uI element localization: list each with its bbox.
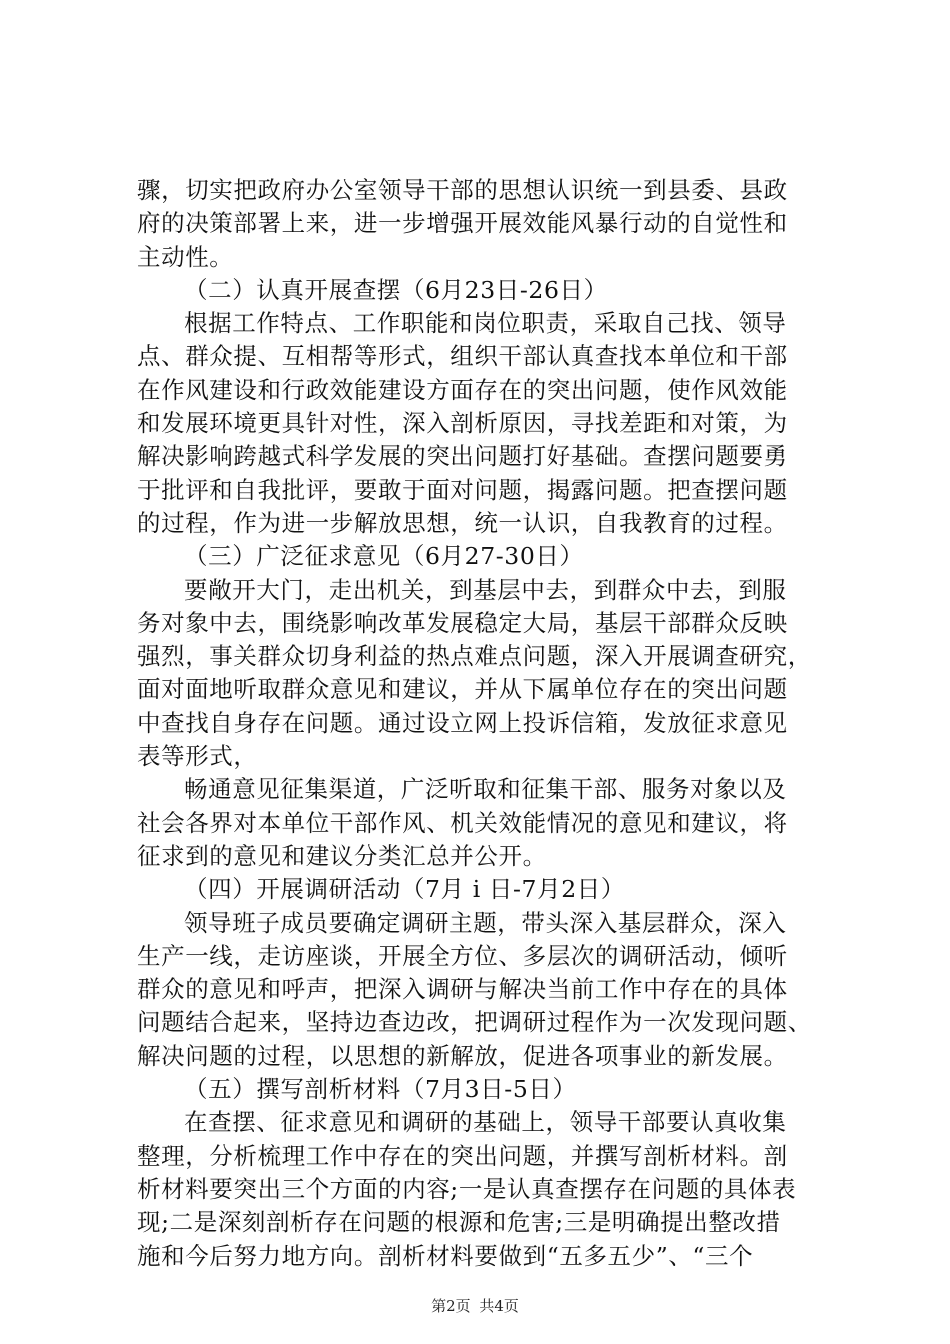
page-total: 共4页: [479, 1297, 519, 1315]
paragraph-line: 中查找自身存在问题。通过设立网上投诉信箱，发放征求意见: [137, 708, 788, 737]
paragraph-line: 问题结合起来，坚持边查边改，把调研过程作为一次发现问题、: [137, 1008, 812, 1037]
paragraph-line: 群众的意见和呼声，把深入调研与解决当前工作中存在的具体: [137, 975, 788, 1004]
paragraph-line: 整理，分析梳理工作中存在的突出问题，并撰写剖析材料。剖: [137, 1141, 788, 1170]
paragraph-line: 务对象中去，围绕影响改革发展稳定大局，基层干部群众反映: [137, 608, 788, 637]
paragraph-line: 生产一线，走访座谈，开展全方位、多层次的调研活动，倾听: [137, 941, 788, 970]
paragraph-line: 的过程，作为进一步解放思想，统一认识，自我教育的过程。: [137, 508, 788, 537]
section-heading: （三）广泛征求意见（6月27-30日）: [184, 542, 584, 571]
page-number: 第2页: [431, 1297, 471, 1315]
paragraph-line: 强烈，事关群众切身利益的热点难点问题，深入开展调查研究，: [137, 642, 812, 671]
section-heading: （五）撰写剖析材料（7月3日-5日）: [184, 1075, 577, 1104]
paragraph-line: 征求到的意见和建议分类汇总并公开。: [137, 841, 547, 870]
paragraph-line: 点、群众提、互相帮等形式，组织干部认真查找本单位和干部: [137, 342, 788, 371]
paragraph-line: 根据工作特点、工作职能和岗位职责，采取自己找、领导: [184, 309, 787, 338]
paragraph-line: 和发展环境更具针对性，深入剖析原因，寻找差距和对策，为: [137, 409, 788, 438]
paragraph-line: 主动性。: [137, 242, 234, 271]
paragraph-line: 府的决策部署上来，进一步增强开展效能风暴行动的自觉性和: [137, 209, 788, 238]
section-heading: （二）认真开展查摆（6月23日-26日）: [184, 275, 608, 304]
paragraph-line: 解决影响跨越式科学发展的突出问题打好基础。查摆问题要勇: [137, 442, 788, 471]
paragraph-line: 现;二是深刻剖析存在问题的根源和危害;三是明确提出整改措: [137, 1208, 781, 1237]
document-body: [137, 174, 837, 1273]
paragraph-line: 表等形式，: [137, 742, 258, 771]
paragraph-line: 在查摆、征求意见和调研的基础上，领导干部要认真收集: [184, 1108, 787, 1137]
paragraph-line: 析材料要突出三个方面的内容;一是认真查摆存在问题的具体表: [137, 1174, 797, 1203]
section-heading: （四）开展调研活动（7月 i 日-7月2日）: [184, 875, 625, 904]
paragraph-line: 面对面地听取群众意见和建议，并从下属单位存在的突出问题: [137, 675, 788, 704]
paragraph-line: 解决问题的过程，以思想的新解放，促进各项事业的新发展。: [137, 1041, 788, 1070]
paragraph-line: 施和今后努力地方向。剖析材料要做到“五多五少”、“三个: [137, 1241, 754, 1270]
paragraph-line: 领导班子成员要确定调研主题，带头深入基层群众，深入: [184, 908, 787, 937]
paragraph-line: 于批评和自我批评，要敢于面对问题，揭露问题。把查摆问题: [137, 475, 788, 504]
paragraph-line: 在作风建设和行政效能建设方面存在的突出问题，使作风效能: [137, 375, 788, 404]
paragraph-line: 骤，切实把政府办公室领导干部的思想认识统一到县委、县政: [137, 176, 788, 204]
paragraph-line: 畅通意见征集渠道，广泛听取和征集干部、服务对象以及: [184, 775, 787, 804]
paragraph-line: 社会各界对本单位干部作风、机关效能情况的意见和建议，将: [137, 808, 788, 837]
page-footer: [0, 1296, 950, 1316]
paragraph-line: 要敞开大门，走出机关，到基层中去，到群众中去，到服: [184, 575, 787, 604]
